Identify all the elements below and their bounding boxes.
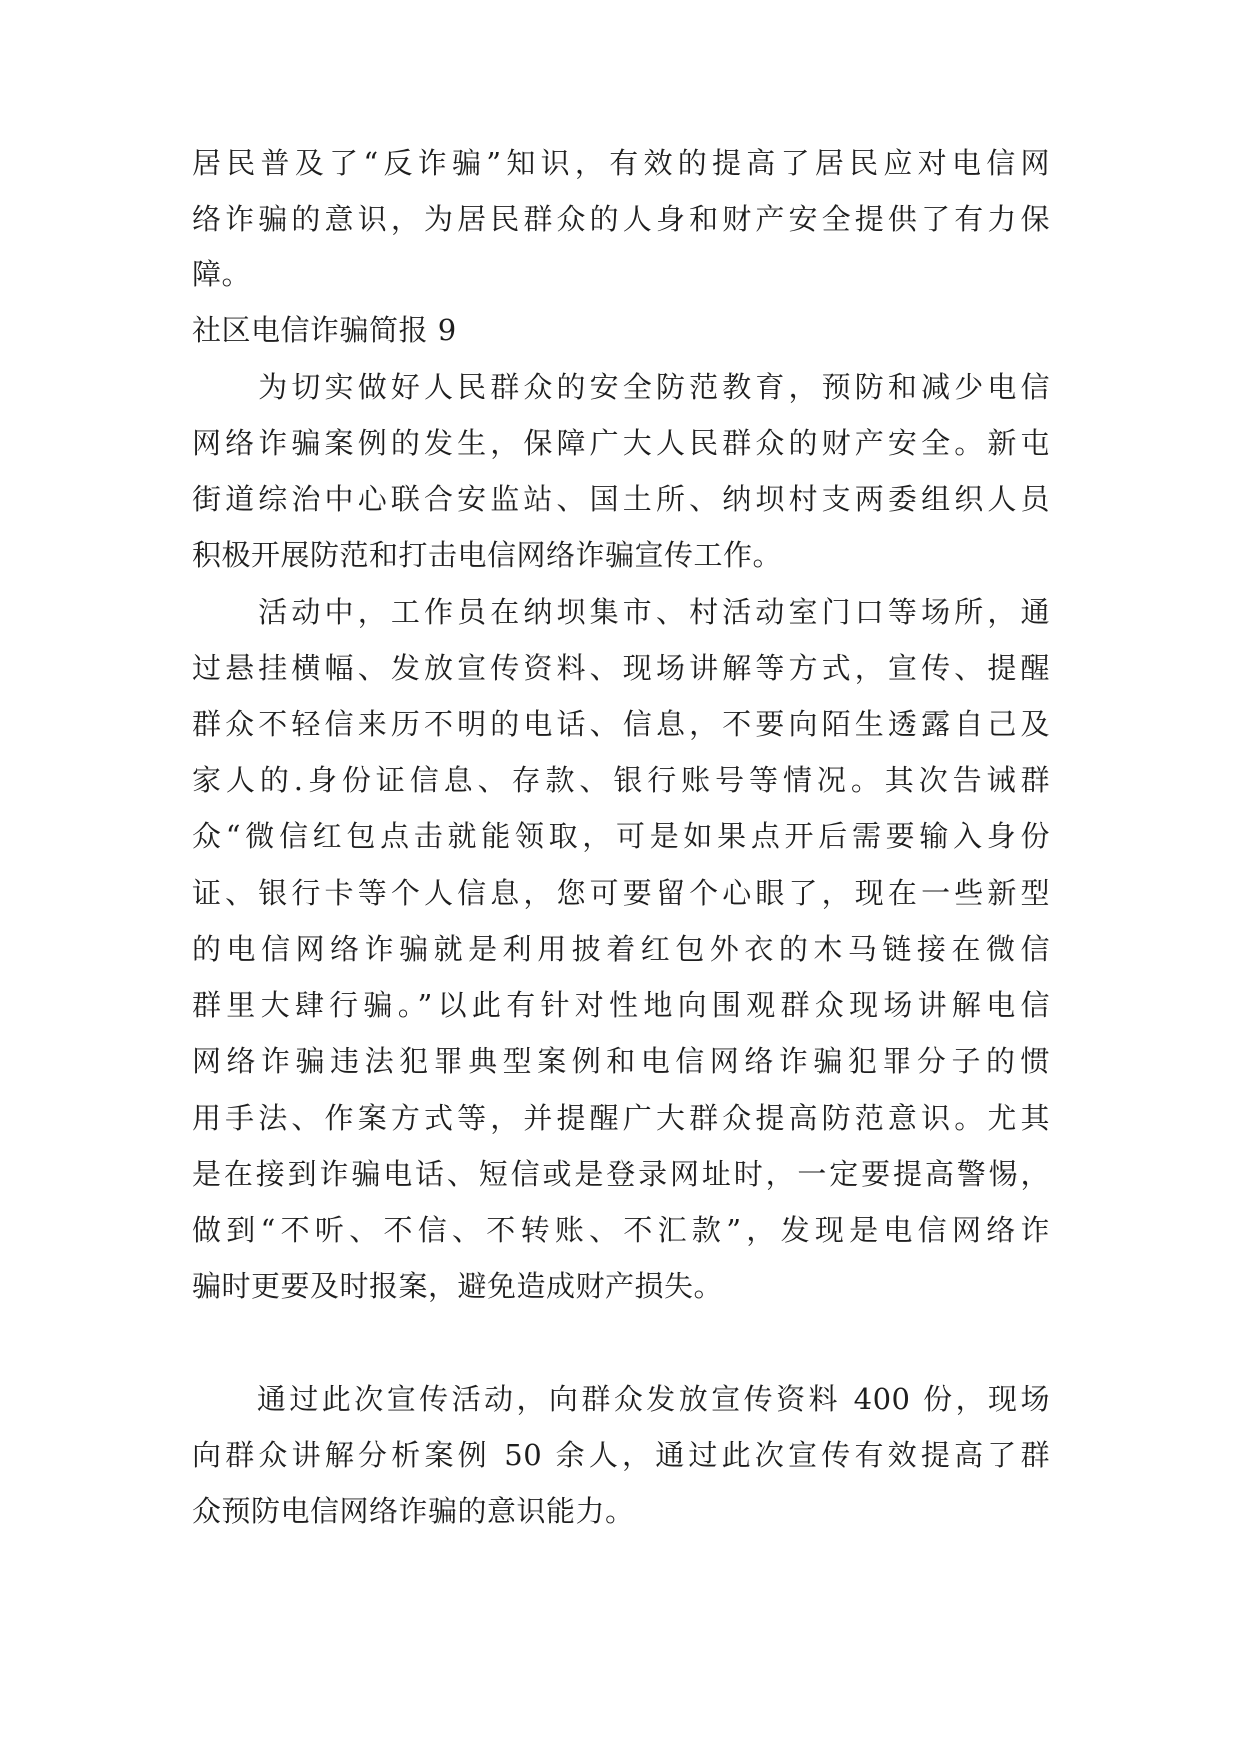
text-line: 活动中，工作员在纳坝集市、村活动室门口等场所，通 <box>192 595 1050 629</box>
text-line: 众预防电信网络诈骗的意识能力。 <box>192 1494 635 1528</box>
text-line: 家人的.身份证信息、存款、银行账号等情况。其次告诫群 <box>192 763 1050 797</box>
text-line: 障。 <box>192 257 252 291</box>
text-line: 证、银行卡等个人信息，您可要留个心眼了，现在一些新型 <box>192 876 1050 910</box>
text-line: 街道综治中心联合安监站、国土所、纳坝村支两委组织人员 <box>192 482 1050 516</box>
text-line: 积极开展防范和打击电信网络诈骗宣传工作。 <box>192 538 783 572</box>
text-line: 络诈骗的意识，为居民群众的人身和财产安全提供了有力保 <box>192 202 1050 236</box>
text-line: 的电信网络诈骗就是利用披着红包外衣的木马链接在微信 <box>192 932 1050 966</box>
text-line: 为切实做好人民群众的安全防范教育，预防和减少电信 <box>192 370 1050 404</box>
text-line: 居民普及了“反诈骗”知识，有效的提高了居民应对电信网 <box>192 146 1050 180</box>
text-line: 做到“不听、不信、不转账、不汇款”，发现是电信网络诈 <box>192 1213 1050 1247</box>
text-line: 网络诈骗案例的发生，保障广大人民群众的财产安全。新屯 <box>192 426 1050 460</box>
text-line: 众“微信红包点击就能领取，可是如果点开后需要输入身份 <box>192 819 1050 853</box>
text-line: 过悬挂横幅、发放宣传资料、现场讲解等方式，宣传、提醒 <box>192 651 1050 685</box>
section-title: 社区电信诈骗简报 9 <box>192 313 457 347</box>
text-line: 骗时更要及时报案，避免造成财产损失。 <box>192 1269 724 1303</box>
text-line: 向群众讲解分析案例 50 余人，通过此次宣传有效提高了群 <box>192 1438 1050 1472</box>
text-line: 用手法、作案方式等，并提醒广大群众提高防范意识。尤其 <box>192 1101 1050 1135</box>
text-line: 通过此次宣传活动，向群众发放宣传资料 400 份，现场 <box>192 1382 1050 1416</box>
text-line: 群里大肆行骗。”以此有针对性地向围观群众现场讲解电信 <box>192 988 1050 1022</box>
text-line: 是在接到诈骗电话、短信或是登录网址时，一定要提高警惕， <box>192 1157 1050 1191</box>
text-line: 网络诈骗违法犯罪典型案例和电信网络诈骗犯罪分子的惯 <box>192 1044 1050 1078</box>
text-line: 群众不轻信来历不明的电话、信息，不要向陌生透露自己及 <box>192 707 1050 741</box>
